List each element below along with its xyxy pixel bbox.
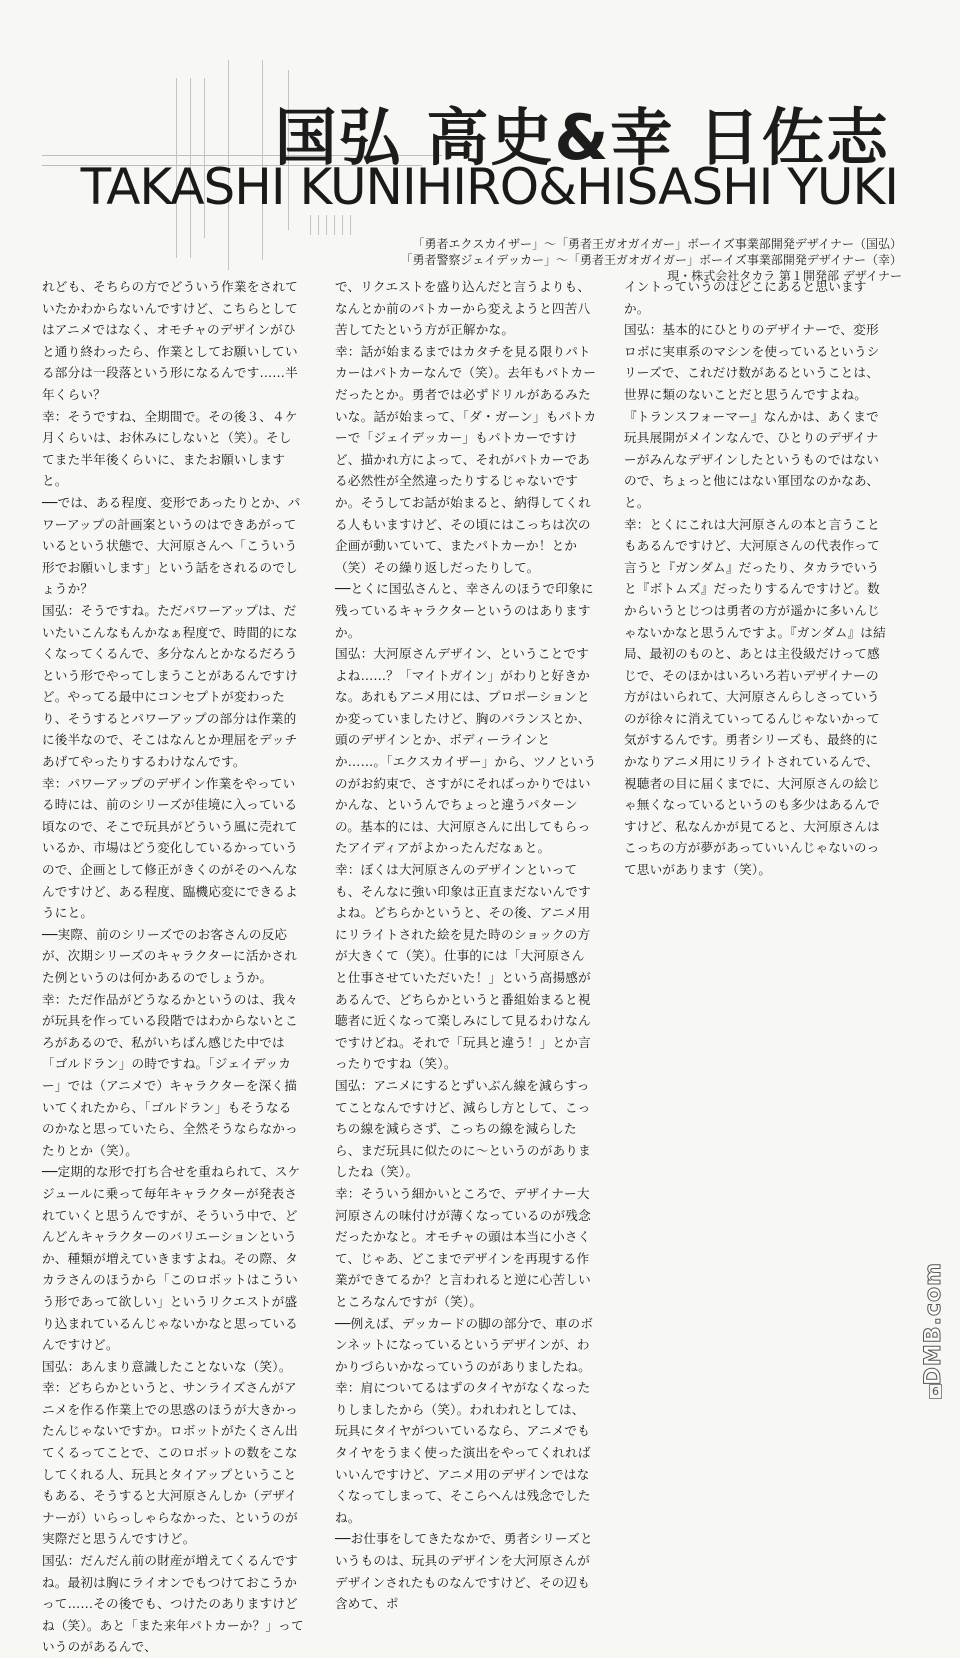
page-number: 6 — [929, 1384, 942, 1399]
column-3 — [624, 276, 886, 881]
paragraph: 幸：ただ作品がどうなるかというのは、我々が玩具を作っている段階ではわからないところがあるので、私がいちばん感じた中では「ゴルドラン」の時ですね。「ジェイデッカー」では（アニメで）キャラクターを深く描いてくれたから、「ゴルドラン」もそうなるのかなと思っていたら、全然そうならなかったりとか（笑）。 — [42, 991, 298, 1158]
paragraph: れども、そちらの方でどういう作業をされていたかわからないんですけど、こちらとしてはアニメではなく、オモチャのデザインがひと通り終わったら、作業としてお願いしている部分は一段落という形になるんです……半年くらい？ — [42, 279, 298, 402]
paragraph: ──お仕事をしてきたなかで、勇者シリーズというものは、玩具のデザインを大河原さんがデザインされたものなんですけど、その辺も含めて、ポ — [335, 1531, 593, 1612]
paragraph: 幸：どちらかというと、サンライズさんがアニメを作る作業上での思惑のほうが大きかったんじゃないですか。ロボットがたくさん出てくるってことで、このロボットの数をこなしてくれる人、玩具とタイアップということもある、そうすると大河原さんしか（デザイナーが）いらっしゃらなかった、というのが実際だと思うんですけど。 — [42, 1380, 298, 1547]
paragraph: ──例えば、デッカードの脚の部分で、車のボンネットになっているというデザインが、わかりづらいかなっていうのがありましたね。 — [335, 1315, 594, 1374]
paragraph: で、リクエストを盛り込んだと言うよりも、なんとか前のパトカーから変えようと四苦八苦してたという方が正解かな。 — [335, 279, 591, 338]
paragraph: ──実際、前のシリーズでのお客さんの反応が、次期シリーズのキャラクターに活かされた例というのは何かあるのでしょうか。 — [42, 926, 297, 985]
credit-line: 現・株式会社タカラ 第１開発部 デザイナー — [667, 269, 902, 283]
paragraph: 幸：そういう細かいところで、デザイナー大河原さんの味付けが薄くなっているのが残念だったかなと。オモチャの頭は本当に小さくて、じゃあ、どこまでデザインを再現する作業ができてるか？と言われると逆に心苦しいところなんですが（笑）。 — [335, 1185, 591, 1309]
column-2 — [335, 276, 597, 1615]
column-1 — [42, 276, 304, 1658]
paragraph: 国弘：そうですね。ただパワーアップは、だいたいこんなもんかなぁ程度で、時間的になくなってくるんで、多分なんとかなるだろうという形でやってしまうことがあるんですけど。やってる最中にコンセプトが変わったり、そうするとパワーアップの部分は作業的に後半なので、そこはなんとか理屈をデッチあげてやったりするわけなんです。 — [42, 602, 298, 770]
credit-line: 「勇者エクスカイザー」～「勇者王ガオガイガー」ボーイズ事業部開発デザイナー（国弘） — [412, 237, 902, 251]
paragraph: ──とくに国弘さんと、幸さんのほうで印象に残っているキャラクターというのはありますか。 — [335, 581, 594, 640]
paragraph: 幸：ぼくは大河原さんのデザインといっても、そんなに強い印象は正直まだないんですよね。どちらかというと、その後、アニメ用にリライトされた絵を見た時のショックの方が大きくて（笑）。仕事的には「大河原さんと仕事させていただいた！」という高揚感があるんで、どちらかというと番組始まると視聴者に近くなって楽しみにして見るわけなんですけどね。それで「玩具と違う！」とか言ったりですね（笑）。 — [335, 862, 591, 1072]
paragraph: 国弘：だんだん前の財産が増えてくるんですね。最初は胸にライオンでもつけておこうかって……その後でも、つけたのありますけどね（笑）。あと「また来年パトカーか？」っていうのがあるんで、 — [42, 1553, 304, 1655]
paragraph: 幸：話が始まるまではカタチを見る限りパトカーはパトカーなんで（笑）。去年もパトカーだったとか。勇者では必ずドリルがあるみたいな。話が始まって、「ダ・ガーン」もパトカーで「ジェイデッカー」もパトカーですけど、描かれ方によって、それがパトカーである必然性が全然違ったりするじゃないですか。そうしてお話が始まると、納得してくれる人もいますけど、その頃にはこっちは次の企画が動いていて、またパトカーか！とか（笑）その繰り返しだったりして。 — [335, 343, 597, 575]
paragraph: 幸：パワーアップのデザイン作業をやっている時には、前のシリーズが佳境に入っている頃なので、そこで玩具がどういう風に売れているか、市場はどう変化しているかっていうので、企画として修正がきくのがそのへんなんですけど、ある程度、臨機応変にできるようにと。 — [42, 775, 298, 921]
paragraph: イントっていうのはどこにあると思いますか。 — [624, 279, 867, 316]
paragraph: 国弘：大河原さんデザイン、ということですよね……？「マイトガイン」がわりと好きかな。あれもアニメ用には、プロポーションとか変っていましたけど、胸のバランスとか、頭のデザインとか、ボディーラインとか……。「エクスカイザー」から、ツノというのがお約束で、さすがにそればっかりではいかんな、というんでちょっと違うパターンの。基本的には、大河原さんに出してもらったアイディアがよかったんだなぁと。 — [335, 646, 597, 856]
paragraph: 国弘：アニメにするとずいぶん線を減らすってことなんですけど、減らし方として、こっちの線を減らさず、こっちの線を減らしたら、まだ玩具に似たのに～というのがありましたね（笑）。 — [335, 1077, 591, 1180]
page-subtitle: TAKASHI KUNIHIRO&HISASHI YUKI — [80, 158, 898, 216]
page-title: 国弘 高史&幸 日佐志 — [274, 101, 890, 174]
paragraph: 幸：肩についてるはずのタイヤがなくなったりしましたから（笑）。われわれとしては、玩具にタイヤがついているなら、アニメでもタイヤをうまく使った演出をやってくれればいいんですけど、アニメ用のデザインではなくなってしまって、そこらへんは残念でしたね。 — [335, 1380, 591, 1525]
paragraph: ──では、ある程度、変形であったりとか、パワーアップの計画案というのはできあがっているという状態で、大河原さんへ「こういう形でお願いします」という話をされるのでしょうか？ — [42, 494, 301, 597]
credit-line: 「勇者警察ジェイデッカー」～「勇者王ガオガイガー」ボーイズ事業部開発デザイナー（幸） — [400, 253, 902, 267]
paragraph: 幸：とくにこれは大河原さんの本と言うこともあるんですけど、大河原さんの代表作って言うと『ガンダム』だったり、タカラでいうと『ボトムズ』だったりするんですけど。数からいうとじつは勇者の方が遥かに多いんじゃないかなと思うんですよ。『ガンダム』は結局、最初のものと、あとは主役級だけって感じで、そのほかはいろいろ若いデザイナーの方がはいられて、大河原さんらしさっていうのが徐々に消えていってるんじゃないかって気がするんです。勇者シリーズも、最終的にかなりアニメ用にリライトされているんで、視聴者の目に届くまでに、大河原さんの絵じゃ無くなっているというのも多少はあるんですけど、私なんかが見てると、大河原さんはこっちの方が夢があっていいんじゃないのって思いがあります（笑）。 — [624, 516, 886, 878]
paragraph: 国弘：基本的にひとりのデザイナーで、変形ロボに実車系のマシンを使っているというシリーズで、これだけ数があるということは、世界に類のないことだと思うんですよね。『トランスフォーマー』なんかは、あくまで玩具展開がメインなんで、ひとりのデザイナーがみんなデザインしたというものではないので、ちょっと他にはない軍団なのかなあ、と。 — [624, 322, 880, 510]
paragraph: 幸：そうですね、全期間で。その後３、４ケ月くらいは、お休みにしないと（笑）。そしてまた半年後くらいに、またお願いしますと。 — [42, 408, 298, 489]
paragraph: ──定期的な形で打ち合せを重ねられて、スケジュールに乗って毎年キャラクターが発表されていくと思うんですが、そういう中で、どんどんキャラクターのバリエーションというか、種類が増えていきますよね。その際、タカラさんのほうから「このロボットはこういう形であって欲しい」というリクエストが盛り込まれているんじゃないかなと思っているんですけど。 — [42, 1164, 301, 1353]
paragraph: 国弘：あんまり意識したことないな（笑）。 — [42, 1358, 292, 1374]
watermark: DMB.com — [921, 1261, 946, 1385]
